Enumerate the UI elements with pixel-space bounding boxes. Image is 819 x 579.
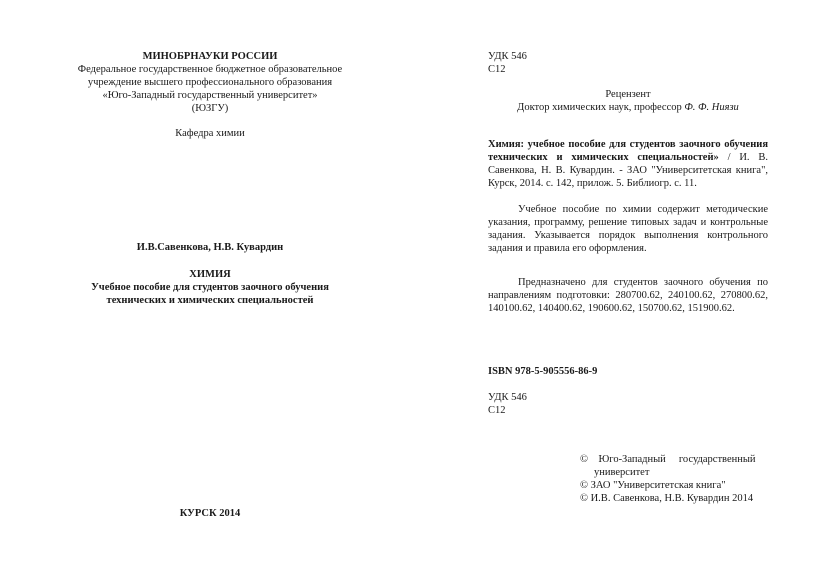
org-line: Федеральное государственное бюджетное образовательное bbox=[77, 64, 343, 75]
isbn: ISBN 978-5-905556-86-9 bbox=[488, 366, 598, 377]
bibliographic-record bbox=[488, 138, 768, 190]
copyright-line: университет bbox=[594, 467, 650, 478]
reviewer-name: Ф. Ф. Ниязи bbox=[684, 102, 739, 113]
subtitle-line: Учебное пособие для студентов заочного обучения bbox=[91, 282, 329, 293]
book-title: ХИМИЯ bbox=[189, 269, 231, 280]
reviewer-block bbox=[488, 88, 768, 114]
authors: И.В.Савенкова, Н.В. Кувардин bbox=[136, 242, 284, 253]
copyright-line: © И.В. Савенкова, Н.В. Кувардин 2014 bbox=[580, 493, 754, 504]
publisher-block bbox=[45, 50, 375, 115]
org-line: учреждение высшего профессионального образования bbox=[87, 77, 333, 88]
reviewer-label: Рецензент bbox=[605, 89, 651, 100]
author-mark: С12 bbox=[488, 64, 506, 75]
book-subtitle bbox=[45, 281, 375, 307]
copyright-block bbox=[580, 453, 768, 505]
bib-title: Химия: учебное пособие для студентов заочного обучения технических и химических специальностей» bbox=[488, 139, 768, 163]
udk-block-top bbox=[488, 50, 527, 76]
udk-code: УДК 546 bbox=[488, 392, 527, 403]
abstract: Учебное пособие по химии содержит методические указания, программу, решение типовых задач и контрольные задания. Указывается порядок выполнения контрольного задания и правила его оформления. bbox=[488, 204, 768, 254]
bib-details: / И. В. Савенкова, Н. В. Кувардин. - ЗАО "Университетская книга", Курск, 2014. с. 142, прилож. 5. Библиогр. с. 11. bbox=[488, 152, 768, 189]
org-abbreviation: (ЮЗГУ) bbox=[191, 103, 229, 114]
subtitle-line: технических и химических специальностей bbox=[106, 295, 314, 306]
author-mark: С12 bbox=[488, 405, 506, 416]
udk-block-bottom bbox=[488, 391, 527, 417]
reviewer-info bbox=[488, 101, 768, 114]
department: Кафедра химии bbox=[175, 128, 245, 139]
reviewer-text: Доктор химических наук, профессор bbox=[517, 102, 682, 113]
ministry-heading: МИНОБРНАУКИ РОССИИ bbox=[142, 51, 278, 62]
org-line: «Юго-Западный государственный университет» bbox=[102, 90, 318, 101]
right-page bbox=[410, 0, 819, 579]
city-year: КУРСК 2014 bbox=[179, 508, 241, 519]
intended-audience: Предназначено для студентов заочного обучения по направлениям подготовки: 280700.62, 240100.62, 270800.62, 140100.62, 140400.62, 190600.62, 150700.62, 151900.62. bbox=[488, 277, 768, 314]
copyright-line: © ЗАО "Университетская книга" bbox=[580, 480, 726, 491]
copyright-line: © Юго-Западный государственный bbox=[580, 454, 756, 465]
udk-code: УДК 546 bbox=[488, 51, 527, 62]
